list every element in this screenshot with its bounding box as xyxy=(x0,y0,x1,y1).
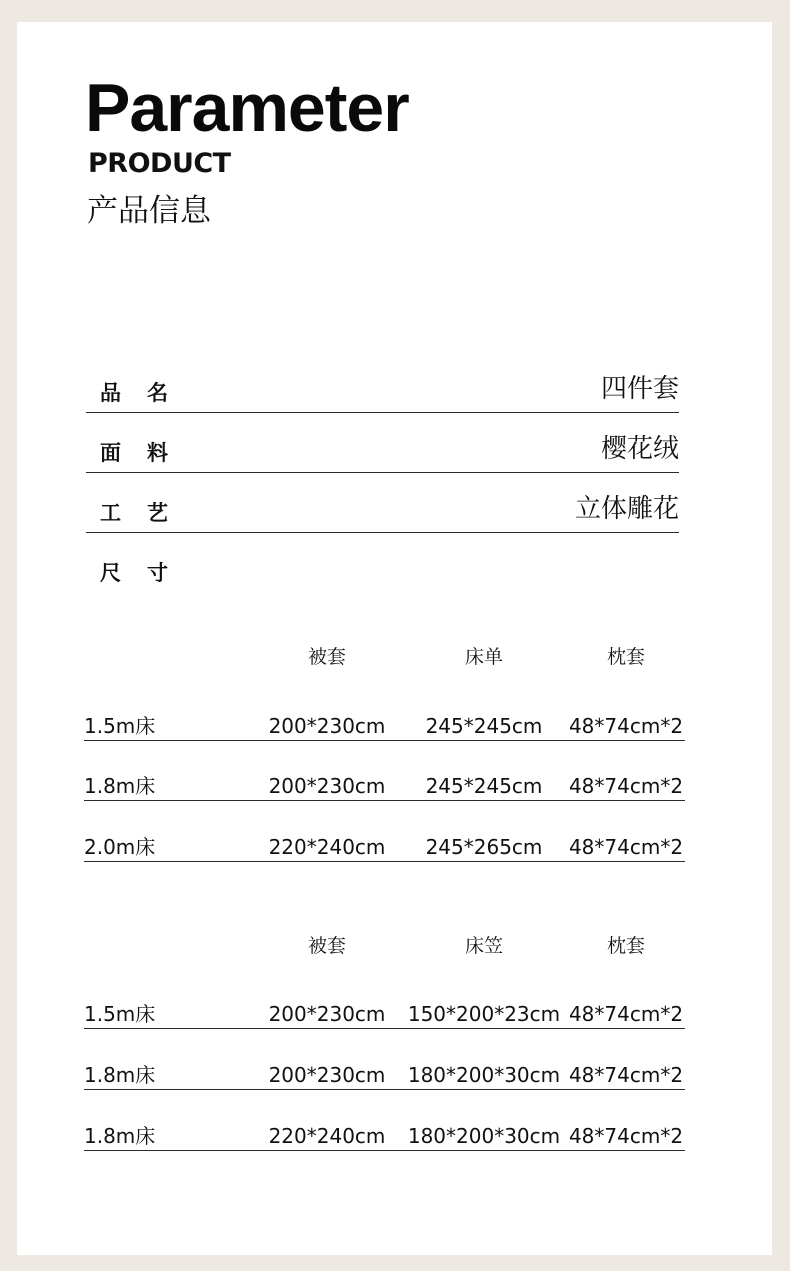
info-label: 面料 xyxy=(100,441,194,465)
table-cell: 1.8m床 xyxy=(84,1124,156,1148)
info-value: 四件套 xyxy=(600,374,679,404)
table-cell: 48*74cm*2 xyxy=(568,1063,684,1087)
table-header: 被套 xyxy=(307,935,347,957)
table-cell: 48*74cm*2 xyxy=(568,774,684,798)
table-header: 床单 xyxy=(464,646,504,668)
table-row xyxy=(84,1126,685,1151)
table-row xyxy=(84,1004,685,1029)
table-row xyxy=(84,837,685,862)
table-cell: 245*265cm xyxy=(425,835,543,859)
table-cell: 220*240cm xyxy=(268,1124,386,1148)
info-row-fabric xyxy=(86,412,679,473)
table-cell: 48*74cm*2 xyxy=(568,1002,684,1026)
page-title-cn: 产品信息 xyxy=(87,193,211,229)
table-header: 枕套 xyxy=(606,646,646,668)
info-label: 品名 xyxy=(100,381,194,405)
page-title: Parameter xyxy=(85,70,409,146)
table-cell: 1.8m床 xyxy=(84,1063,156,1087)
table-cell: 245*245cm xyxy=(425,774,543,798)
table-cell: 180*200*30cm xyxy=(407,1124,561,1148)
product-card xyxy=(17,22,772,1255)
info-value: 樱花绒 xyxy=(600,434,679,464)
table-cell: 2.0m床 xyxy=(84,835,156,859)
table-cell: 200*230cm xyxy=(268,774,386,798)
table-row xyxy=(84,1065,685,1090)
table-cell: 245*245cm xyxy=(425,714,543,738)
info-label: 工艺 xyxy=(100,501,194,525)
table-cell: 200*230cm xyxy=(268,714,386,738)
table-cell: 1.5m床 xyxy=(84,1002,156,1026)
table-header: 枕套 xyxy=(606,935,646,957)
table-cell: 48*74cm*2 xyxy=(568,835,684,859)
info-value: 立体雕花 xyxy=(574,494,679,524)
table-cell: 1.8m床 xyxy=(84,774,156,798)
info-row-size xyxy=(86,532,679,592)
info-label: 尺寸 xyxy=(100,561,194,585)
table-row xyxy=(84,716,685,741)
table-header: 被套 xyxy=(307,646,347,668)
table-cell: 48*74cm*2 xyxy=(568,714,684,738)
table-cell: 48*74cm*2 xyxy=(568,1124,684,1148)
table-cell: 180*200*30cm xyxy=(407,1063,561,1087)
table-cell: 150*200*23cm xyxy=(407,1002,561,1026)
table-cell: 1.5m床 xyxy=(84,714,156,738)
info-row-name xyxy=(86,352,679,413)
table-cell: 200*230cm xyxy=(268,1063,386,1087)
info-row-craft xyxy=(86,472,679,533)
page-subtitle: PRODUCT xyxy=(88,148,231,179)
table-row xyxy=(84,776,685,801)
table-cell: 220*240cm xyxy=(268,835,386,859)
table-cell: 200*230cm xyxy=(268,1002,386,1026)
table-header: 床笠 xyxy=(464,935,504,957)
